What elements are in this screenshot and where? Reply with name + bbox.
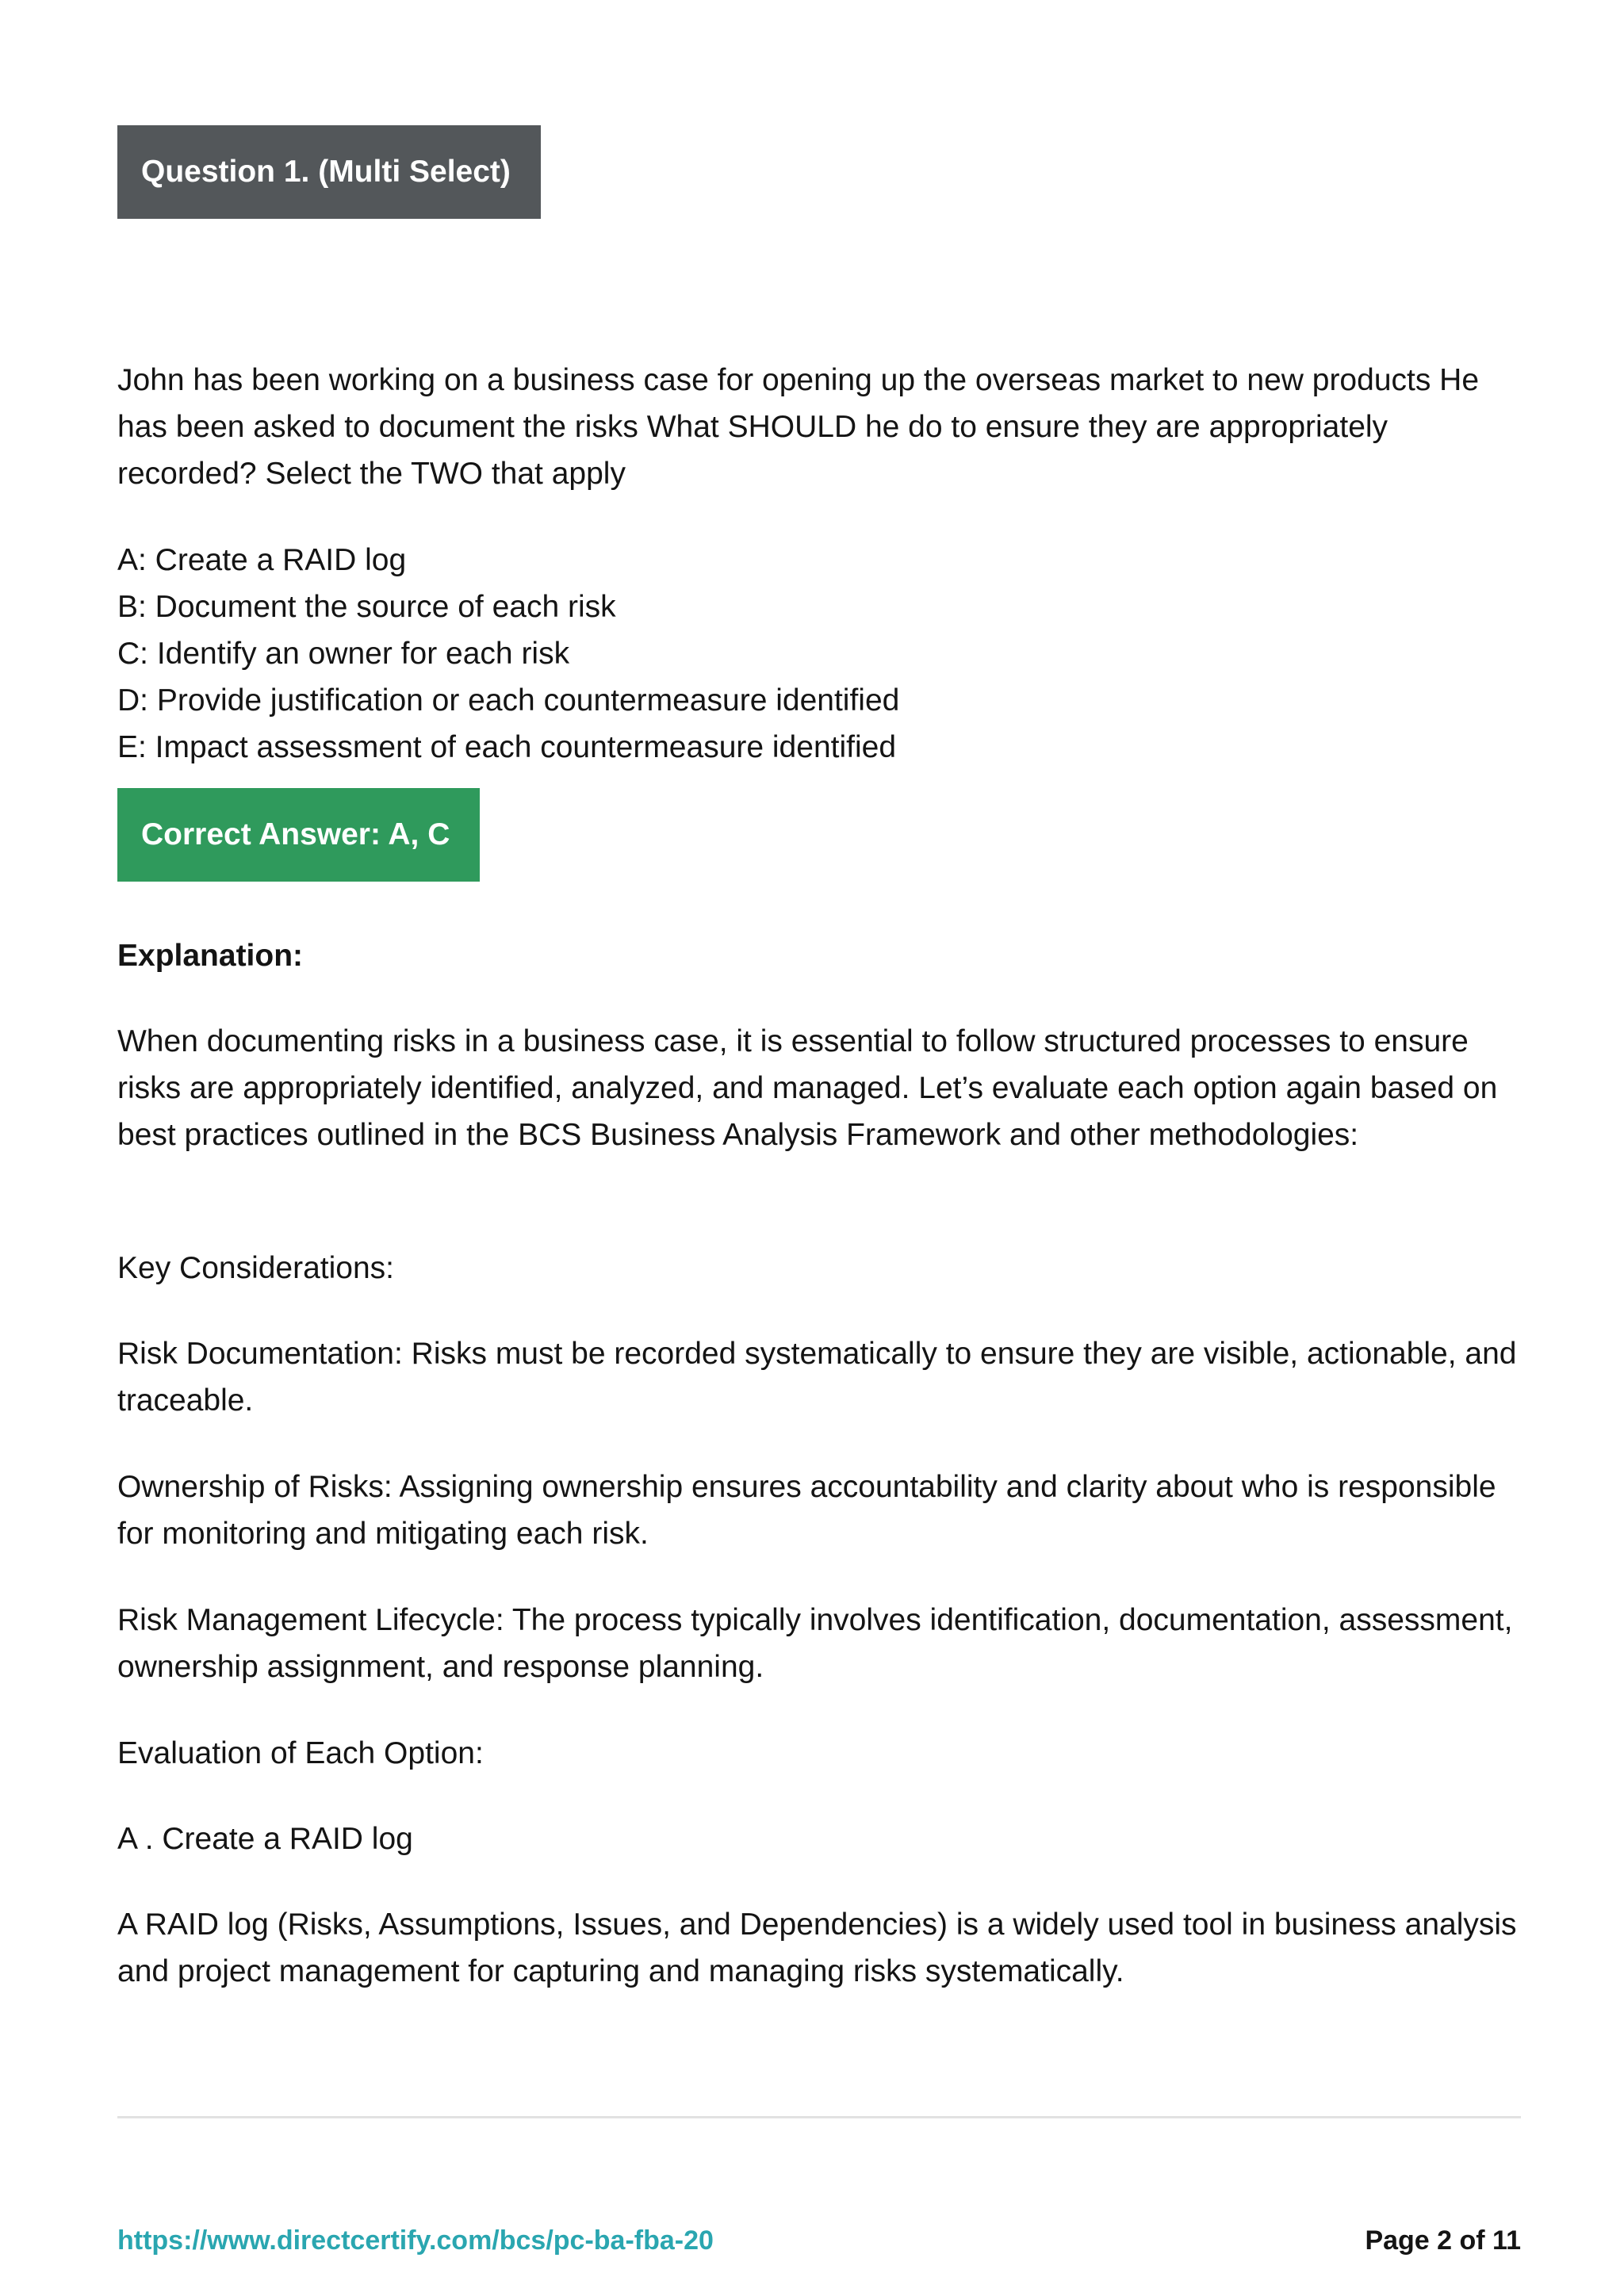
risk-documentation-paragraph: Risk Documentation: Risks must be recorded systematically to ensure they are visible, actionable, and traceable. bbox=[117, 1337, 1517, 1418]
ownership-paragraph: Ownership of Risks: Assigning ownership ensures accountability and clarity about who is responsible for monitoring and mitigating each risk. bbox=[117, 1470, 1496, 1551]
option-a-heading: A . Create a RAID log bbox=[117, 1822, 413, 1856]
page-number: Page 2 of 11 bbox=[1365, 2225, 1521, 2256]
option-b: B: Document the source of each risk bbox=[117, 590, 616, 624]
lifecycle-paragraph: Risk Management Lifecycle: The process typically involves identification, documentation, assessment, ownership assignment, and response planning. bbox=[117, 1603, 1513, 1684]
evaluation-heading: Evaluation of Each Option: bbox=[117, 1736, 484, 1770]
key-considerations-heading: Key Considerations: bbox=[117, 1251, 395, 1285]
option-a: A: Create a RAID log bbox=[117, 543, 407, 577]
option-e: E: Impact assessment of each countermeasure identified bbox=[117, 730, 897, 764]
footer-url-link[interactable]: https://www.directcertify.com/bcs/pc-ba-fba-20 bbox=[117, 2225, 714, 2256]
explanation-heading: Explanation: bbox=[117, 939, 304, 973]
option-d: D: Provide justification or each countermeasure identified bbox=[117, 683, 900, 718]
question-text: John has been working on a business case for opening up the overseas market to new products He has been asked to document the risks What SHOULD he do to ensure they are appropriately recorded? Select the TWO that apply bbox=[117, 363, 1480, 491]
answer-options bbox=[117, 537, 899, 771]
question-badge: Question 1. (Multi Select) bbox=[117, 125, 541, 219]
explanation-intro: When documenting risks in a business case, it is essential to follow structured processes to ensure risks are appropriately identified, analyzed, and managed. Let’s evaluate each option again based on best practices outlined in the BCS Business Analysis Framework and other methodologies: bbox=[117, 1024, 1498, 1152]
raid-log-paragraph: A RAID log (Risks, Assumptions, Issues, and Dependencies) is a widely used tool in business analysis and project management for capturing and managing risks systematically. bbox=[117, 1908, 1517, 1988]
correct-answer-badge: Correct Answer: A, C bbox=[117, 788, 480, 882]
option-c: C: Identify an owner for each risk bbox=[117, 637, 570, 671]
footer-divider bbox=[117, 2116, 1521, 2118]
